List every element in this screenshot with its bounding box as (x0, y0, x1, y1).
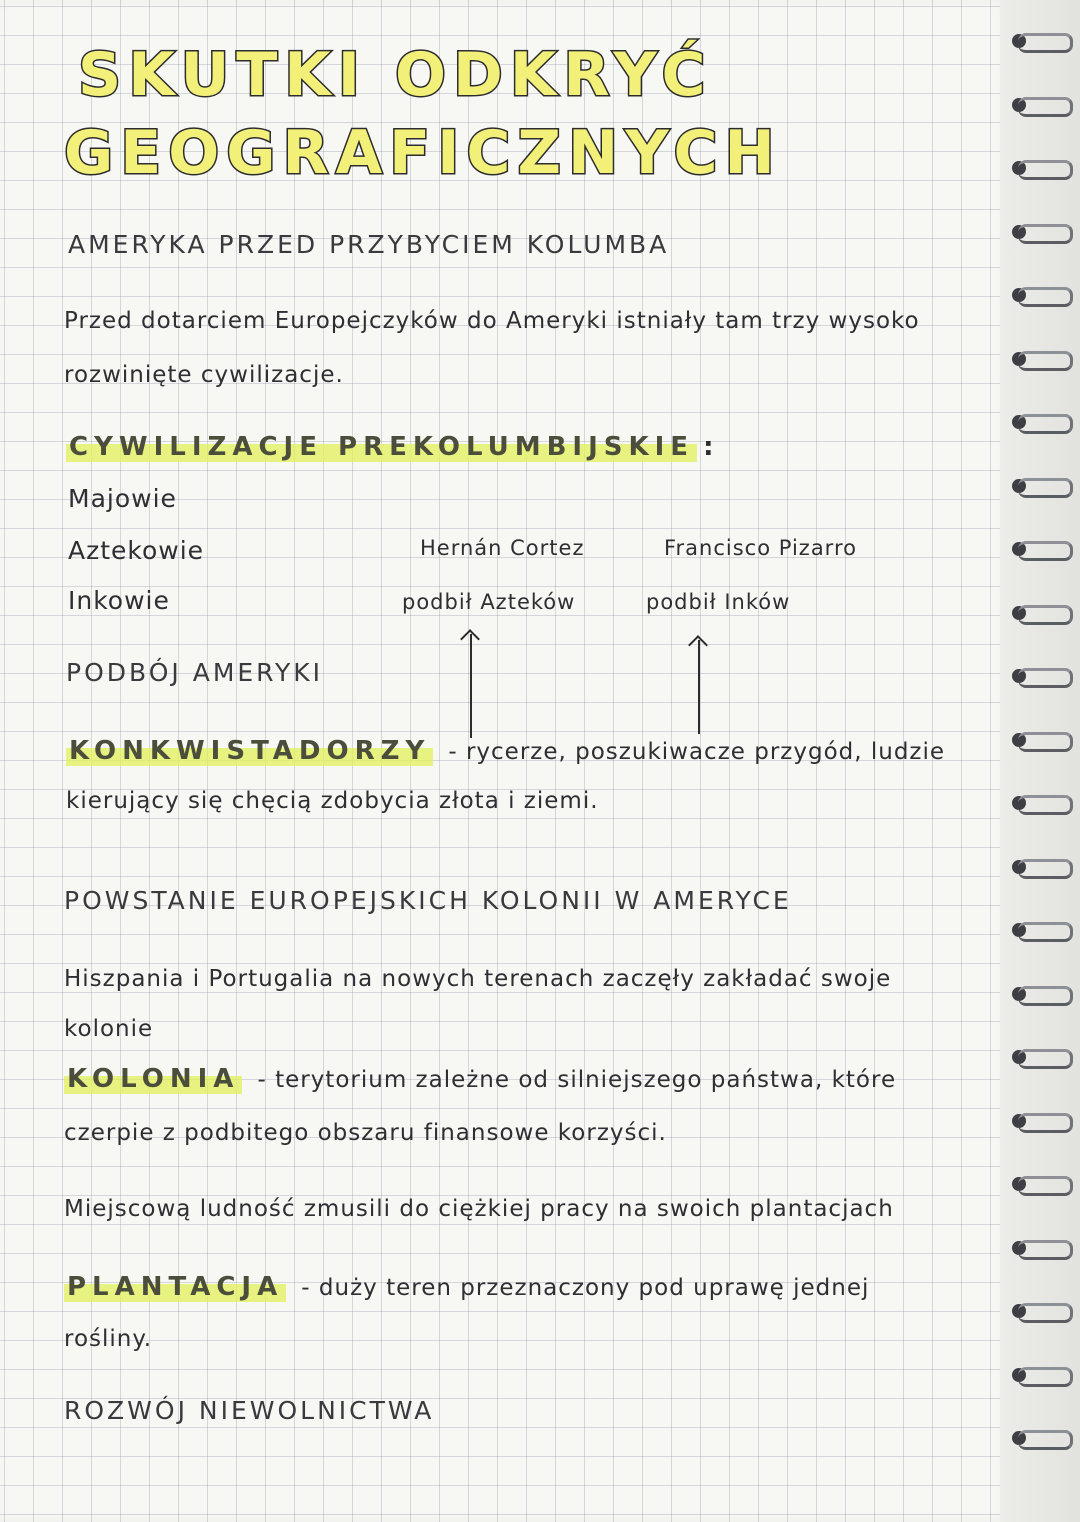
paragraph-colonies-line2: kolonie (64, 1016, 154, 1042)
term-conquistadors-row (66, 736, 945, 766)
spiral-ring (1006, 1427, 1070, 1449)
term-colony: KOLONIA (64, 1064, 242, 1094)
definition-plantation-line1: - duży teren przeznaczony pod uprawę jednej (301, 1275, 870, 1301)
heading-america-before-columbus: AMERYKA PRZED PRZYBYCIEM KOLUMBA (68, 230, 670, 259)
spiral-ring (1006, 475, 1070, 497)
spiral-ring (1006, 792, 1070, 814)
term-plantation: PLANTACJA (64, 1272, 286, 1302)
spiral-ring (1006, 729, 1070, 751)
arrow-up-icon (470, 634, 472, 738)
term-plantation-row (64, 1272, 869, 1302)
spiral-ring (1006, 1364, 1070, 1386)
heading-european-colonies: POWSTANIE EUROPEJSKICH KOLONII W AMERYCE (64, 886, 792, 915)
spiral-ring (1006, 348, 1070, 370)
page-title-line2: GEOGRAFICZNYCH (64, 118, 782, 188)
spiral-ring (1006, 1173, 1070, 1195)
spiral-ring (1006, 1110, 1070, 1132)
conqueror-pizarro-name: Francisco Pizarro (664, 536, 857, 560)
spiral-ring (1006, 1300, 1070, 1322)
term-colony-row (64, 1064, 896, 1094)
spiral-ring (1006, 1237, 1070, 1259)
spiral-ring (1006, 284, 1070, 306)
arrow-up-icon (698, 640, 700, 734)
definition-plantation-line2: rośliny. (64, 1326, 153, 1352)
conqueror-pizarro-action: podbił Inków (646, 590, 791, 614)
spiral-ring (1006, 221, 1070, 243)
spiral-ring (1006, 602, 1070, 624)
page-title-line1: SKUTKI ODKRYĆ (78, 40, 713, 110)
term-conquistadors: KONKWISTADORZY (66, 736, 433, 766)
spiral-ring (1006, 411, 1070, 433)
conqueror-cortez-action: podbił Azteków (402, 590, 576, 614)
civilization-item-incas: Inkowie (68, 586, 170, 615)
spiral-binding (1000, 0, 1080, 1522)
definition-conquistadors-line2: kierujący się chęcią zdobycia złota i ziemi. (66, 788, 599, 814)
spiral-ring (1006, 1046, 1070, 1068)
definition-conquistadors-line1: - rycerze, poszukiwacze przygód, ludzie (448, 739, 946, 765)
civilization-item-maya: Majowie (68, 484, 177, 513)
heading-development-of-slavery: ROZWÓJ NIEWOLNICTWA (64, 1396, 435, 1425)
paragraph-civilizations-line1: Przed dotarciem Europejczyków do Ameryki istniały tam trzy wysoko (64, 308, 920, 334)
spiral-ring (1006, 665, 1070, 687)
spiral-ring (1006, 856, 1070, 878)
spiral-ring (1006, 30, 1070, 52)
spiral-ring (1006, 919, 1070, 941)
definition-colony-line2: czerpie z podbitego obszaru finansowe korzyści. (64, 1120, 667, 1146)
conqueror-cortez-name: Hernán Cortez (420, 536, 585, 560)
paragraph-colonies-line1: Hiszpania i Portugalia na nowych terenach zaczęły zakładać swoje (64, 966, 892, 992)
spiral-ring (1006, 538, 1070, 560)
precolumbian-colon: : (703, 432, 720, 462)
spiral-ring (1006, 983, 1070, 1005)
spiral-ring (1006, 94, 1070, 116)
paragraph-civilizations-line2: rozwinięte cywilizacje. (64, 362, 344, 388)
civilization-item-aztecs: Aztekowie (68, 536, 205, 565)
spiral-ring (1006, 157, 1070, 179)
heading-precolumbian-civilizations (66, 432, 719, 462)
paragraph-plantations: Miejscową ludność zmusili do ciężkiej pracy na swoich plantacjach (64, 1196, 894, 1222)
precolumbian-term: CYWILIZACJE PREKOLUMBIJSKIE (66, 432, 697, 462)
definition-colony-line1: - terytorium zależne od silniejszego państwa, które (257, 1067, 897, 1093)
heading-conquest-of-america: PODBÓJ AMERYKI (66, 658, 323, 687)
